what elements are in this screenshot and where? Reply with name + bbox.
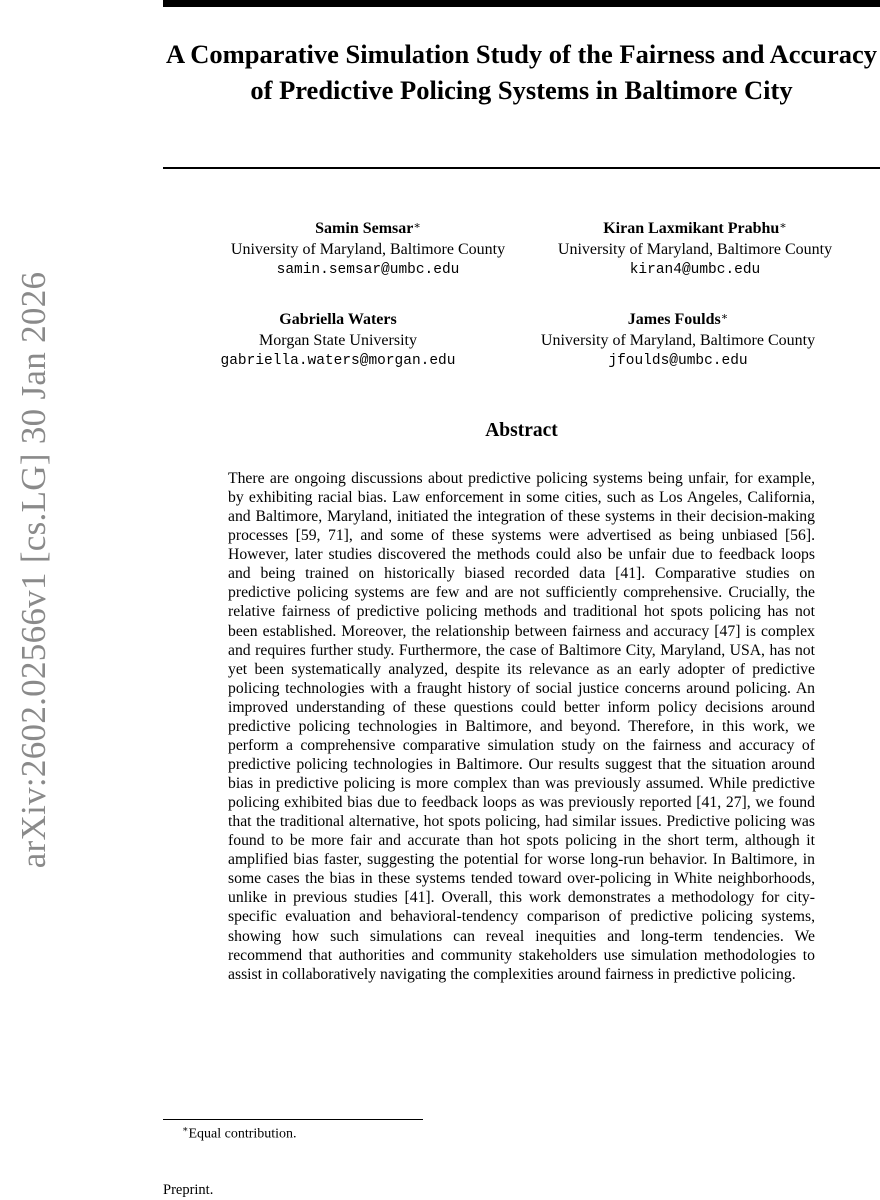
equal-contribution-mark: ∗ <box>413 220 421 232</box>
abstract-body: There are ongoing discussions about predictive policing systems being unfair, for example, by exhibiting racial bias. Law enforcement in some cities, such as Los Angeles, California, and Baltimore, Maryland, initiated the integration of these systems in their decision-making processes [59, 71], and some of these systems were advertised as being unbiased [56]. However, later studies discovered the methods could also be unfair due to feedback loops and being trained on historically biased recorded data [41]. Comparative studies on predictive policing systems are few and are not sufficiently comprehensive. Crucially, the relative fairness of predictive policing methods and traditional hot spots policing has not been established. Moreover, the relationship between fairness and accuracy [47] is complex and requires further study. Furthermore, the case of Baltimore City, Maryland, USA, has not yet been systematically analyzed, despite its relevance as an early adopter of predictive policing technologies with a fraught history of social justice concerns around policing. An improved understanding of these questions could better inform policy decisions around predictive policing technologies in Baltimore, and beyond. Therefore, in this work, we perform a comprehensive comparative simulation study on the fairness and accuracy of predictive policing technologies in Baltimore. Our results suggest that the situation around bias in predictive policing is more complex than was previously assumed. While predictive policing exhibited bias due to feedback loops as was previously reported [41, 27], we found that the traditional alternative, hot spots policing, had similar issues. Predictive policing was found to be more fair and accurate than hot spots policing in the short term, although it amplified bias faster, suggesting the potential for worse long-run behavior. In Baltimore, in some cases the bias in these systems tended toward over-policing in White neighborhoods, unlike in previous studies [41]. Overall, this work demonstrates a methodology for city-specific evaluation and behavioral-tendency comparison of predictive policing systems, showing how such simulations can reveal inequities and long-term tendencies. We recommend that authorities and community stakeholders use simulation methodologies to assist in collaboratively navigating the complexities around fairness in predictive policing. <box>228 470 815 983</box>
footnote-mark: ∗ <box>182 1125 189 1135</box>
author-affiliation: University of Maryland, Baltimore County <box>230 241 506 258</box>
author-affiliation: University of Maryland, Baltimore County <box>540 332 816 349</box>
title-bottom-rule <box>163 167 880 169</box>
author-block-4 <box>498 309 858 372</box>
author-email[interactable]: samin.semsar@umbc.edu <box>276 262 460 278</box>
author-email[interactable]: kiran4@umbc.edu <box>629 262 761 278</box>
author-name: Samin Semsar <box>315 220 414 237</box>
author-name: Kiran Laxmikant Prabhu <box>603 220 780 237</box>
equal-contribution-mark: ∗ <box>779 220 787 232</box>
title-top-rule <box>163 0 880 7</box>
equal-contribution-mark: ∗ <box>720 311 729 323</box>
author-name: Gabriella Waters <box>279 311 397 328</box>
author-email[interactable]: jfoulds@umbc.edu <box>608 353 748 369</box>
author-email[interactable]: gabriella.waters@morgan.edu <box>220 353 456 369</box>
footnote-rule <box>163 1119 423 1120</box>
author-block-2 <box>515 218 875 281</box>
footnote <box>182 1124 297 1143</box>
author-affiliation: University of Maryland, Baltimore County <box>557 241 833 258</box>
author-block-1 <box>188 218 548 281</box>
abstract-heading: Abstract <box>485 420 558 441</box>
paper-title: A Comparative Simulation Study of the Fairness and Accuracy of Predictive Policing Systems in Baltimore City <box>165 39 878 105</box>
arxiv-identifier-text: arXiv:2602.02566v1 [cs.LG] 30 Jan 2026 <box>14 271 53 869</box>
footnote-text: Equal contribution. <box>188 1126 297 1142</box>
author-affiliation: Morgan State University <box>259 332 417 349</box>
author-block-3 <box>158 309 518 372</box>
preprint-label: Preprint. <box>163 1182 214 1198</box>
author-name: James Foulds <box>627 311 721 328</box>
